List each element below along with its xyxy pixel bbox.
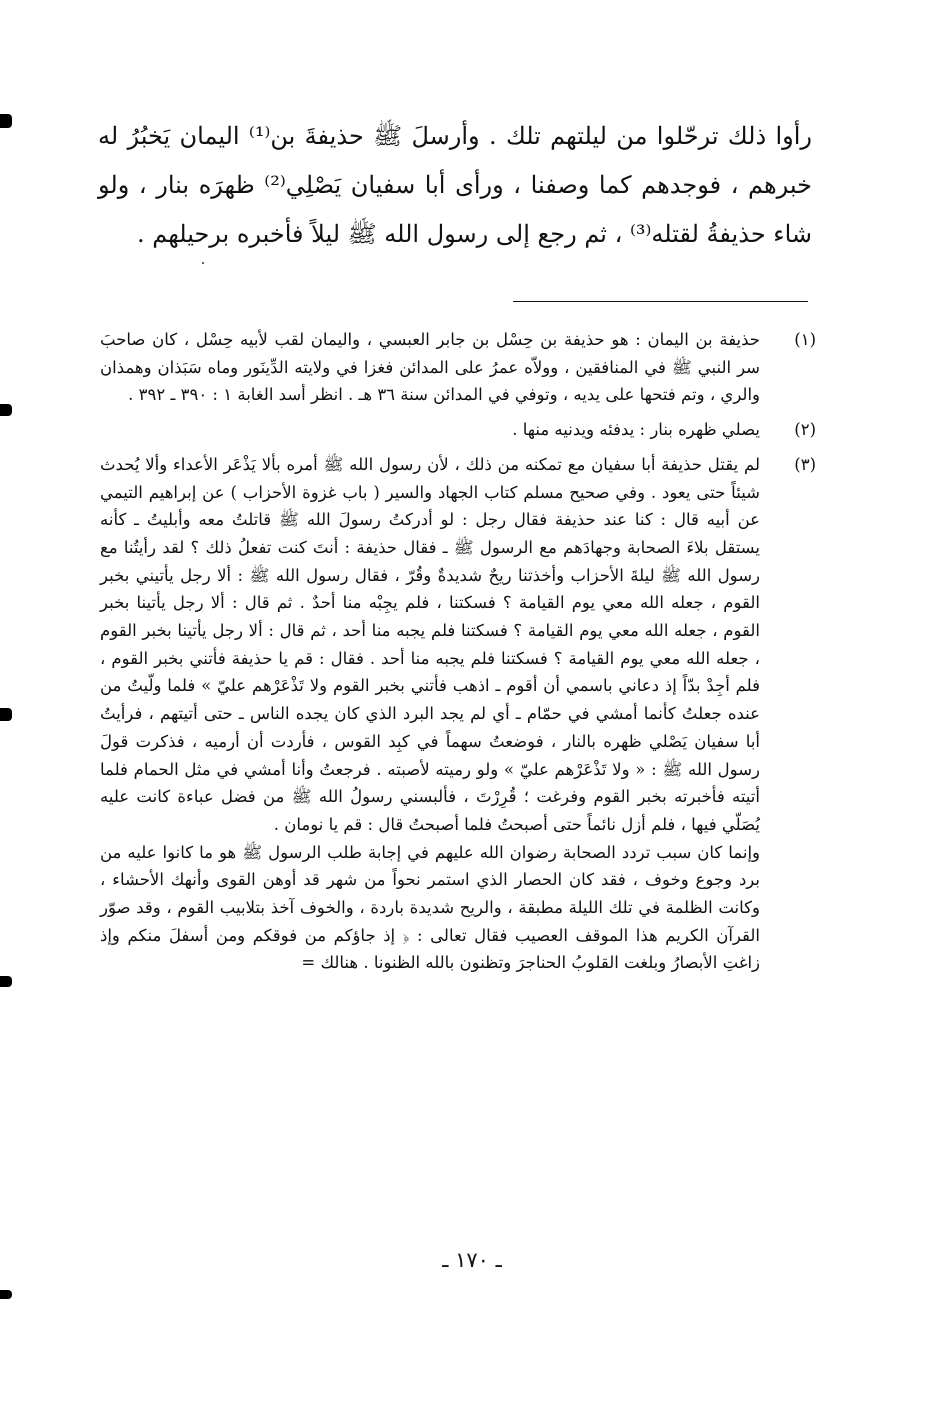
scan-mark [0, 114, 12, 128]
scan-mark [0, 404, 12, 416]
footnote-paragraph: لم يقتل حذيفة أبا سفيان مع تمكنه من ذلك ، لأن رسول الله ﷺ أمره بألا يَذْعَر الأعداء وألا يُحدث شيئاً حتى يعود . وفي صحيح مسلم كتاب الجهاد والسير ( باب غزوة الأحزاب ) عن إبراهيم التيمي عن أبيه قال : كنا عند حذيفة فقال رجل : لو أدركتُ رسولَ الله ﷺ قاتلتُ معه وأبليتُ ـ كأنه يستقل بلاءَ الصحابة وجهادَهم مع الرسول ﷺ ـ فقال حذيفة : أنتَ كنت تفعلُ ذلك ؟ لقد رأيتُنا مع رسول الله ﷺ ليلةَ الأحزاب وأخذتنا ريحٌ شديدةٌ وقُرّ ، فقال رسول الله ﷺ : ألا رجل يأتيني بخبر القوم ، جعله الله معي يوم القيامة ؟ فسكتنا ، فلم يجِبْه منا أحدٌ . ثم قال : ألا رجل يأتينا بخبر القوم ، جعله الله معي يوم القيامة ؟ فسكتنا فلم يجبه منا أحد ، ثم قال : ألا رجل يأتينا بخبر القوم ، جعله الله معي يوم القيامة ؟ فسكتنا فلم يجبه منا أحد . فقال : قم يا حذيفة فأتني بخبر القوم ، فلم أجِدْ بدّاً إذ دعاني باسمي أن أقوم ـ اذهب فأتني بخبر القوم ولا تَذْعَرْهم عليّ » فلما ولّيتُ من عنده جعلتُ كأنما أمشي في حمّام ـ أي لم يجد البرد الذي كان يجده الناس ـ حتى أتيتهم ، فرأيتُ أبا سفيان يَصْلي ظهره بالنار ، فوضعتُ سهماً في كبِد القوس ، فأردت أن أرميه ، فذكرت قولَ رسول الله ﷺ : « ولا تَذْعَرْهم عليّ » ولو رميته لأصبته . فرجعتُ وأنا أمشي في مثل الحمام فلما أتيته فأخبرته بخبر القوم وفرغت ؛ قُرِرْتَ ، فألبسني رسولُ الله ﷺ من فضل عباءة كانت عليه يُصَلّي فيها ، فلم أزل نائماً حتى أصبحتُ فلما أصبحتُ قال : قم يا نومان . [100, 454, 760, 834]
footnote-paragraph: يصلي ظهره بنار : يدفئه ويدنيه منها . [512, 420, 760, 440]
page-number: ـ ١٧٠ ـ [442, 1248, 502, 1272]
footnote-paragraph: وإنما كان سبب تردد الصحابة رضوان الله عليهم في إجابة طلب الرسول ﷺ هو ما كانوا عليه من برد وجوع وخوف ، فقد كان الحصار الذي استمر نحواً من شهر قد أوهن القوى وأنهك الأحشاء ، وكانت الظلمة في تلك الليلة مطبقة ، والريح شديدة باردة ، والخوف آخذ بتلابيب القوم ، وقد صوّر القرآن الكريم هذا الموقف العصيب فقال تعالى : ﴿ إذ جاؤكم من فوقكم ومن أسفلَ منكم وإذ زاغتِ الأبصارُ وبلغت القلوبُ الحناجرَ وتظنون بالله الظنونا . هنالك = [100, 842, 760, 973]
footnote-body [100, 451, 760, 977]
footnote-number: (١) [794, 330, 816, 349]
footnote-number: (٢) [794, 420, 816, 440]
footnote-3 [100, 451, 816, 977]
main-paragraph: رأوا ذلك ترحّلوا من ليلتهم تلك . وأرسلَ ﷺ حذيفةَ بن⁽¹⁾ اليمان يَخبُرُ له خبرهم ، فوجدهم كما وصفنا ، ورأى أبا سفيان يَصْلِي⁽²⁾ ظهرَه بنار ، ولو شاء حذيفةُ لقتله⁽³⁾ ، ثم رجع إلى رسول الله ﷺ ليلاً فأخبره برحيلهم . [98, 122, 813, 248]
scan-mark [0, 1290, 12, 1299]
footnote-paragraph: حذيفة بن اليمان : هو حذيفة بن حِسْل بن جابر العبسي ، واليمان لقب لأبيه حِسْل ، كان صاحبَ سر النبي ﷺ في المنافقين ، وولاّه عمرُ على المدائن فغزا في ولايته الدِّينَور وماه سَبَذان وهمذان والري ، وتم فتحها على يديه ، وتوفي في المدائن سنة ٣٦ هـ . انظر أسد الغابة ١ : ٣٩٠ ـ ٣٩٢ . [100, 330, 760, 405]
stray-dot [202, 262, 204, 264]
footnote-separator [513, 301, 808, 302]
footnote-body [100, 416, 760, 444]
footnote-number: (٣) [794, 454, 816, 474]
footnote-2 [100, 416, 816, 444]
main-text [98, 112, 812, 259]
footnotes [100, 326, 816, 984]
scan-mark [0, 708, 12, 721]
footnote-body [100, 326, 760, 409]
footnote-1 [100, 326, 816, 409]
scan-mark [0, 976, 12, 987]
